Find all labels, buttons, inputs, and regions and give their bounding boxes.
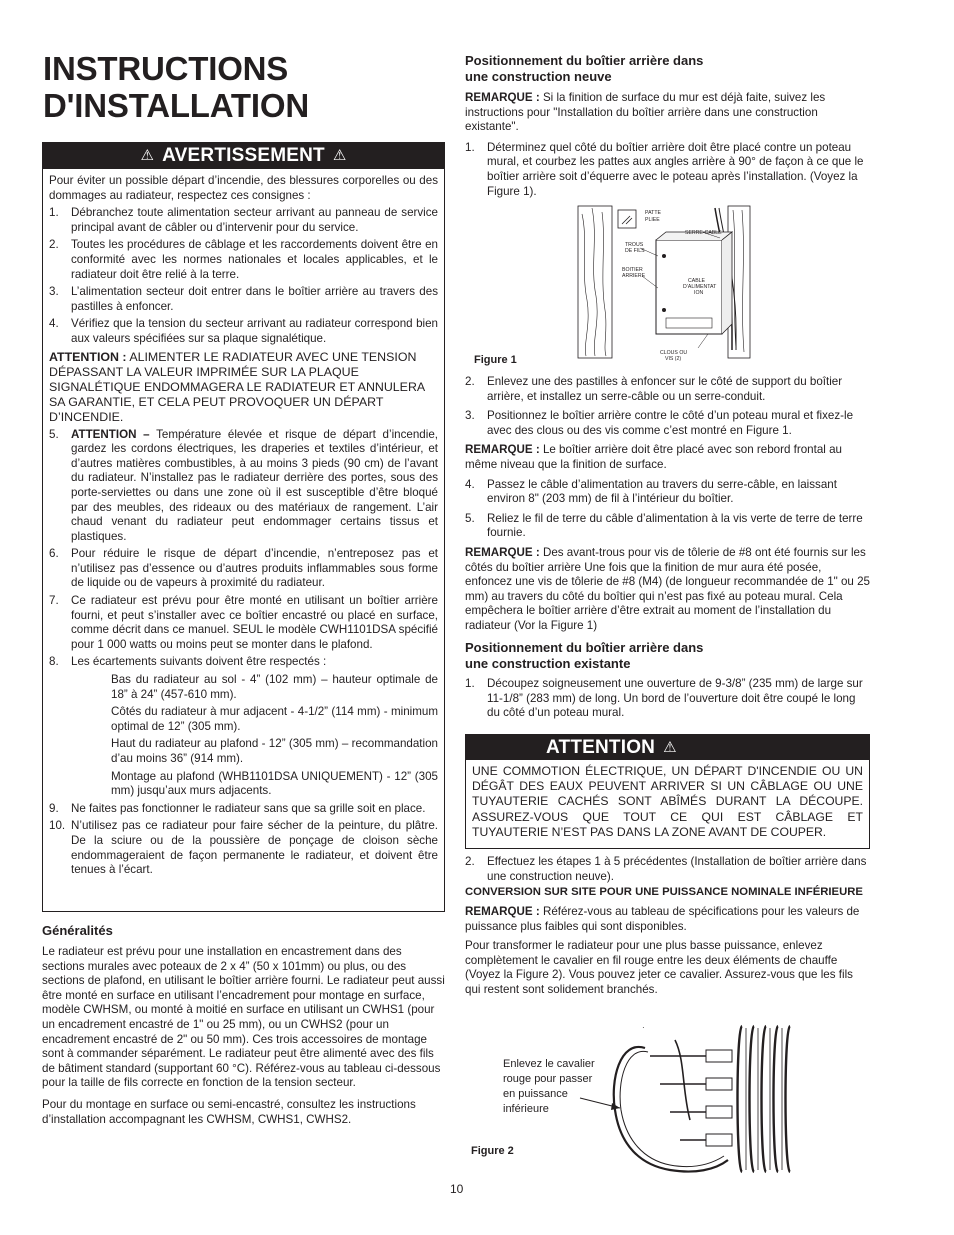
existing-construction-section	[465, 640, 870, 721]
attention-box	[465, 734, 870, 849]
list-number: 3.	[465, 409, 475, 423]
list-text: Température élevée et risque de départ d’incendie, gardez les cordons électriques, les draperies et textiles d’intérieur, et d’autres matières combustibles, à au moins 3 pieds (90 cm) de l’avant du radiateur. N’installez pas le radiateur derrière des portes, sous des porte-serviettes ou dans une zone où il est susceptible d’être bloqué par des meubles, des rideaux ou des matériaux de rangement. L’air chaud venant du radiateur peut endommager certains tissus et plastiques.	[71, 427, 438, 543]
attention-label: ATTENTION :	[49, 349, 127, 364]
remark-label: REMARQUE :	[465, 905, 540, 918]
warning-triangle-icon: ⚠	[663, 739, 677, 756]
attention-header	[466, 735, 869, 760]
new-construction-section	[465, 53, 870, 199]
list-item	[49, 802, 438, 817]
caption-line: Enlevez le cavalier	[503, 1058, 595, 1070]
list-text: Ne faites pas fonctionner le radiateur sans que sa grille soit en place.	[71, 801, 426, 815]
general-paragraph: Le radiateur est prévu pour une installation en encastrement dans des sections murales avec poteaux de 2 x 4” (50 x 101mm) ou plus, ou des sections de plafond, en utilisant le boîtier arrière fourni. Le radiateur peut aussi être monté en surface en utilisant l’encadrement pour montage en surface, modèle CWHSM, ou monté à moitié en surface en utilisant un CWHS1 (pour un encadrement encastré de 1" ou 25 mm), ou un CWHS2 (pour un encadrement encastré de 2" ou 50 mm). Ces trois accessoires de montage sont à commander séparément. Le radiateur peut être alimenté avec des fils de bâtiment standard (supportant 60 °C). Référez-vous au tableau ci-dessous pour la taille de fils correcte en fonction de la tension secteur.	[42, 945, 445, 1090]
warning-body	[43, 169, 444, 884]
list-text: Découpez soigneusement une ouverture de 9-3/8” (235 mm) de large sur 11-1/8” (283 mm) de long. Un bord de l’ouverture doit être coupé le long du côté d’un poteau mural.	[487, 677, 863, 720]
list-number: 4.	[465, 477, 475, 491]
list-item	[465, 478, 870, 507]
fig1-label: VIS (2)	[665, 356, 682, 362]
list-item	[49, 206, 438, 235]
list-item	[465, 677, 870, 721]
new-construction-steps	[465, 372, 870, 634]
fig1-label: CABLE	[688, 278, 706, 284]
list-number: 8.	[49, 655, 59, 669]
list-text: Toutes les procédures de câblage et les raccordements doivent être en conformité avec les normes nationales et locales applicables, et le radiateur doit être relié à la terre.	[71, 238, 438, 281]
title-line-2: D'INSTALLATION	[43, 87, 309, 124]
list-number: 1.	[465, 677, 475, 690]
remark-text: Des avant-trous pour vis de tôlerie de #8 ont été fournis sur les côtés du boîtier arrière Une fois que la finition de mur aura été posée, enfoncez une vis de tôlerie de #8 (M4) (de longueur recommandée de 1" ou 25 mm) au travers du côté du boîtier qui n’est pas fixé au poteau mural. Cela empêchera le boîtier arrière d’être extrait au moment de l’installation du radiateur (Vor la Figure 1)	[465, 545, 870, 632]
list-item	[49, 238, 438, 282]
fig1-label: DE FILS	[625, 248, 645, 254]
warning-title: AVERTISSEMENT	[162, 145, 325, 166]
heading-line: Positionnement du boîtier arrière dans	[465, 53, 704, 68]
list-item	[49, 594, 438, 652]
fig1-label: TROUS	[625, 242, 644, 248]
list-item	[49, 655, 438, 670]
clearance-item: Haut du radiateur au plafond - 12” (305 mm) – recommandation d’au moins 36” (914 mm).	[111, 737, 438, 765]
caption-line: en puissance	[503, 1088, 568, 1100]
clearance-item: Montage au plafond (WHB1101DSA UNIQUEMENT) - 12” (305 mm) jusqu’aux murs adjacents.	[111, 769, 438, 798]
warning-triangle-icon: ⚠	[332, 147, 347, 164]
remark-text: Si la finition de surface du mur est déjà faite, suivez les instructions pour "Installation du boîtier arrière dans une construction existante".	[465, 91, 826, 134]
fig1-label: CLOUS OU	[660, 350, 688, 356]
figure-2-caption	[503, 1057, 603, 1117]
fig1-label: PATTE	[645, 210, 661, 216]
attention-text: ALIMENTER LE RADIATEUR AVEC UNE TENSION DÉPASSANT LA VALEUR IMPRIMÉE SUR LA PLAQUE SIGNALÉTIQUE ENDOMMAGERA LE RADIATEUR ET ANNULERA SA GARANTIE, ET CELA PEUT PROVOQUER UN DÉPART D’INCENDIE.	[49, 349, 425, 424]
caption-line: rouge pour passer	[503, 1073, 593, 1085]
list-number: 2.	[465, 855, 475, 868]
figure-1-illustration	[470, 200, 870, 368]
list-text: Positionnez le boîtier arrière contre le côté d’un poteau mural et fixez-le avec des clous ou des vis comme c’est montré en Figure 1.	[487, 409, 854, 437]
list-number: 4.	[49, 317, 59, 331]
conversion-heading: CONVERSION SUR SITE POUR UNE PUISSANCE NOMINALE INFÉRIEURE	[465, 886, 863, 898]
fig1-label: SERRE-CABLE	[685, 230, 722, 236]
list-item	[49, 547, 438, 591]
attention-title: ATTENTION	[546, 737, 656, 758]
remark-paragraph	[465, 546, 870, 634]
list-text: Enlevez une des pastilles à enfoncer sur le côté de support du boîtier arrière, et installez un serre-câble ou un serre-conduit.	[487, 375, 843, 403]
list-item	[465, 512, 870, 541]
list-item	[49, 317, 438, 346]
general-paragraph: Pour du montage en surface ou semi-encastré, consultez les instructions d’installation accompagnant les CWHSM, CWHS1, CWHS2.	[42, 1097, 416, 1126]
warning-box	[42, 142, 445, 912]
conversion-section	[465, 885, 870, 998]
existing-construction-step2	[465, 852, 870, 884]
general-section	[42, 923, 446, 1127]
list-number: 5.	[49, 427, 59, 441]
fig1-label: ION	[694, 290, 704, 296]
list-item	[49, 285, 438, 314]
remark-paragraph	[465, 91, 870, 135]
heading-line: une construction neuve	[465, 69, 612, 84]
clearance-item: Bas du radiateur au sol - 4” (102 mm) – hauteur optimale de 18” à 24” (457-610 mm).	[111, 673, 438, 701]
list-number: 10.	[49, 819, 66, 833]
heading-line: une construction existante	[465, 656, 631, 671]
conversion-paragraph: Pour transformer le radiateur pour une plus basse puissance, enlevez complètement le cavalier en fil rouge entre les deux éléments de chauffe (Voyez la Figure 2). Vous pouvez jeter ce cavalier. Assurez-vous que les fils qui restent sont solidement branchés.	[465, 939, 853, 996]
page-title	[43, 50, 443, 124]
fig1-label: D’ALIMENTAT	[683, 284, 717, 290]
list-item	[465, 855, 870, 884]
list-number: 3.	[49, 285, 59, 299]
attention-text: UNE COMMOTION ÉLECTRIQUE, UN DÉPART D'INCENDIE OU UN DÉGÂT DES EAUX PEUVENT ARRIVER SI UN CÂBLAGE OU UNE TUYAUTERIE CACHÉS SONT ABÎMÉS DURANT LA DÉCOUPE. ASSUREZ-VOUS QUE TOUT CE QUI EST CÂBLAGE ET TUYAUTERIE N’EST PAS DANS LA ZONE AVANT DE COUPER.	[472, 764, 863, 839]
figure-2-label: Figure 2	[471, 1145, 514, 1157]
list-text: Les écartements suivants doivent être respectés :	[71, 655, 327, 669]
list-text: Passez le câble d’alimentation au travers du serre-câble, en laissant environ 8" (203 mm) de fil à l’intérieur du boîtier.	[487, 477, 837, 506]
warning-triangle-icon: ⚠	[140, 147, 155, 164]
list-number: 1.	[49, 206, 59, 220]
caption-line: inférieure	[503, 1103, 549, 1115]
figure-1	[470, 200, 870, 368]
warning-intro: Pour éviter un possible départ d’incendie, des blessures corporelles ou des dommages au radiateur, respectez ces consignes :	[49, 174, 438, 202]
list-number: 1.	[465, 140, 475, 154]
list-text: Effectuez les étapes 1 à 5 précédentes (Installation de boîtier arrière dans une construction neuve).	[487, 855, 867, 883]
page-number: 10	[450, 1182, 464, 1196]
title-line-1: INSTRUCTIONS	[43, 50, 289, 87]
remark-label: REMARQUE :	[465, 91, 540, 104]
list-number: 5.	[465, 511, 475, 525]
existing-construction-heading	[465, 640, 870, 672]
list-text: Reliez le fil de terre du câble d’alimentation à la vis verte de terre de terre fournie.	[487, 511, 863, 540]
list-number: 9.	[49, 801, 59, 815]
list-text: Déterminez quel côté du boîtier arrière doit être placé contre un poteau mural, et courbez les pattes aux angles arrière à 90° de façon à ce que le boîtier arrière soit d’équerre avec le poteau après l’installation. (Voyez la Figure 1).	[487, 140, 864, 198]
list-item	[49, 428, 438, 545]
list-number: 2.	[49, 238, 59, 252]
list-text: L’alimentation secteur doit entrer dans le boîtier arrière au travers des pastilles à enfoncer.	[71, 285, 438, 313]
remark-label: REMARQUE :	[465, 545, 540, 559]
fig1-label: PLIEE	[645, 217, 660, 223]
list-text: N’utilisez pas ce radiateur pour faire sécher de la peinture, du plâtre. De la sciure ou de la poussière de ponçage de cloison sèche endommageraient de façon permanente le radiateur, et doivent être tenues à l’écart.	[71, 819, 438, 877]
list-item	[465, 141, 870, 199]
list-number: 6.	[49, 547, 59, 561]
remark-paragraph	[465, 905, 870, 934]
figure-1-label: Figure 1	[474, 354, 517, 366]
fig1-label: BOITIER	[622, 267, 643, 273]
list-text: Ce radiateur est prévu pour être monté en utilisant un boîtier arrière fourni, et peut s’installer avec ce boîtier encastré ou placé en surface, comme décrit dans ce manuel. SEUL le modèle CWH1101DSA spécifié pour 1 000 watts ou moins peut se monter dans le plafond.	[71, 594, 438, 651]
heading-line: Positionnement du boîtier arrière dans	[465, 640, 704, 655]
clearance-item: Côtés du radiateur à mur adjacent - 4-1/2” (114 mm) - minimum optimal de 12” (305 mm).	[111, 705, 438, 733]
fig2-mark: ·	[642, 1023, 645, 1032]
list-number: 7.	[49, 594, 59, 608]
warning-header	[43, 143, 444, 169]
remark-text: Référez-vous au tableau de spécifications pour les valeurs de puissance plus faibles qui sont disponibles.	[465, 905, 860, 933]
new-construction-heading	[465, 53, 870, 85]
attention-label: ATTENTION –	[71, 427, 150, 441]
list-text: Débranchez toute alimentation secteur arrivant au panneau de service principal avant de câbler ou d’intervenir pour du service.	[71, 206, 438, 234]
list-item	[465, 375, 870, 404]
attention-paragraph	[49, 350, 438, 425]
remark-text: Le boîtier arrière doit être placé avec son rebord frontal au même niveau que la finition de surface.	[465, 443, 842, 471]
remark-paragraph	[465, 443, 870, 472]
list-text: Pour réduire le risque de départ d’incendie, n’entreposez pas et n’utilisez pas d’essence ou d’autres produits inflammables sous forme de liquide ou de vapeurs à proximité du radiateur.	[71, 547, 438, 590]
list-number: 2.	[465, 375, 475, 388]
list-item	[49, 819, 438, 877]
list-text: Vérifiez que la tension du secteur arrivant au radiateur correspond bien aux valeurs spécifiées sur sa plaque signalétique.	[71, 317, 438, 345]
general-heading: Généralités	[42, 923, 113, 938]
fig1-label: ARRIERE	[622, 273, 646, 279]
remark-label: REMARQUE :	[465, 443, 540, 457]
list-item	[465, 409, 870, 438]
